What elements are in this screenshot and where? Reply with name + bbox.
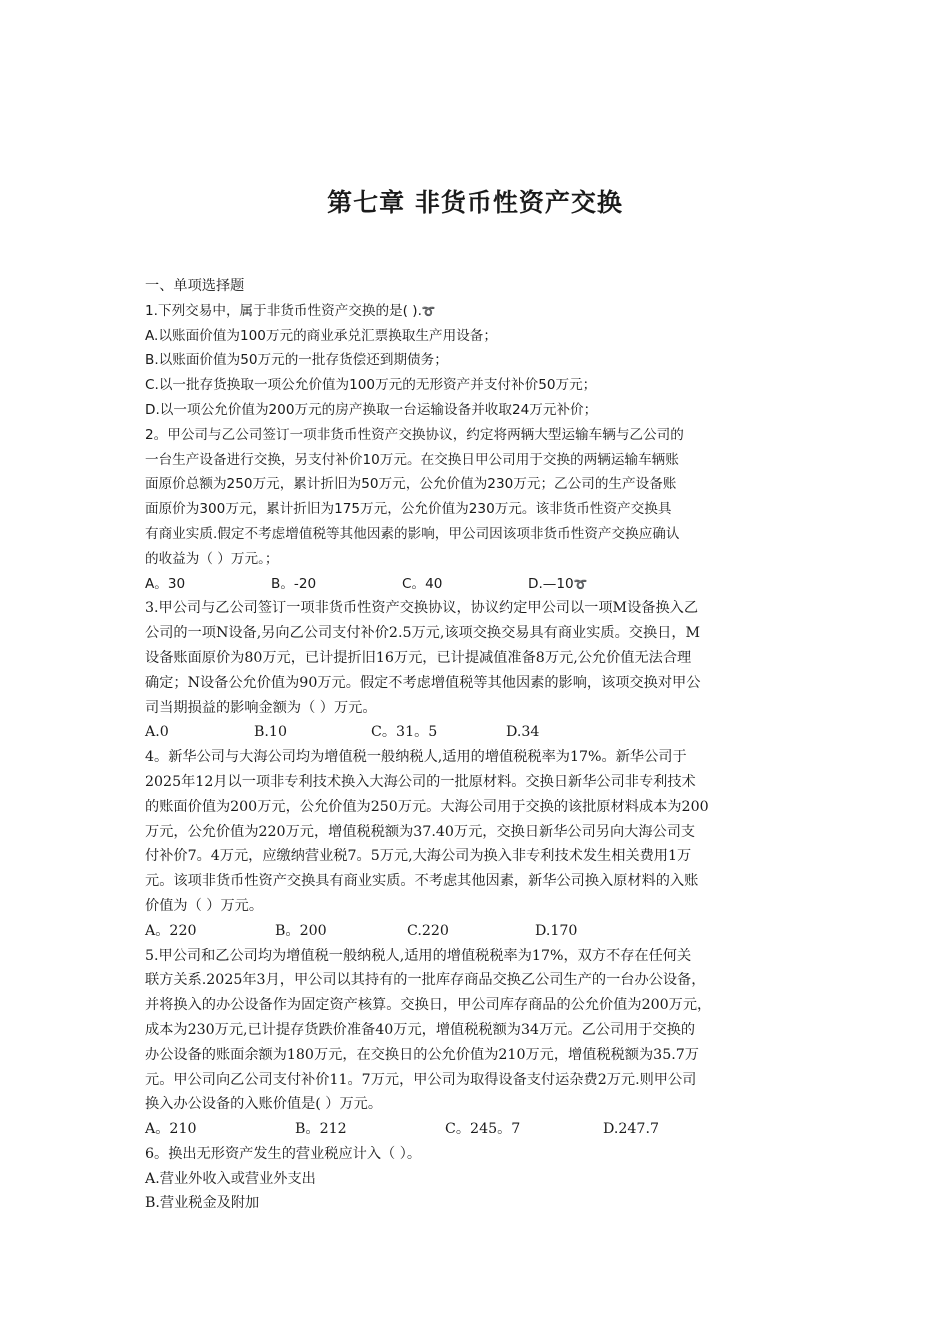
question-4-option-c: C.220 — [407, 922, 449, 939]
question-2-option-d-text: D.—10 — [528, 575, 574, 592]
question-2-line: 有商业实质.假定不考虑增值税等其他因素的影响，甲公司因该项非货币性资产交换应确认 — [145, 525, 680, 542]
document-body — [145, 274, 815, 1216]
question-5-line: 并将换入的办公设备作为固定资产核算。交换日，甲公司库存商品的公允价值为200万元， — [145, 997, 712, 1014]
question-6-stem: 6。换出无形资产发生的营业税应计入（ ）。 — [145, 1145, 422, 1162]
question-4-line: 元。该项非货币性资产交换具有商业实质。不考虑其他因素，新华公司换入原材料的入账 — [145, 873, 699, 890]
edit-mark-icon: ➰ — [421, 304, 436, 318]
question-2-option-c: C。40 — [402, 575, 443, 592]
question-3-line: 设备账面原价为80万元，已计提折旧16万元，已计提减值准备8万元,公允价值无法合理 — [145, 649, 692, 666]
question-2-option-d — [528, 572, 587, 597]
question-2-line: 一台生产设备进行交换，另支付补价10万元。在交换日甲公司用于交换的两辆运输车辆账 — [145, 451, 679, 468]
question-3-option-c: C。31。5 — [371, 724, 438, 741]
question-5-option-b: B。212 — [295, 1121, 347, 1138]
page-title: 第七章 非货币性资产交换 — [327, 188, 623, 217]
question-4-line: 的账面价值为200万元，公允价值为250万元。大海公司用于交换的该批原材料成本为200 — [145, 798, 709, 815]
edit-mark-icon: ➰ — [573, 577, 588, 591]
question-2-line: 面原价总额为250万元，累计折旧为50万元，公允价值为230万元；乙公司的生产设备账 — [145, 476, 677, 493]
question-3-line: 3.甲公司与乙公司签订一项非货币性资产交换协议，协议约定甲公司以一项M设备换入乙 — [145, 600, 699, 617]
question-3-option-d: D.34 — [506, 724, 540, 741]
question-6-option-a: A.营业外收入或营业外支出 — [145, 1170, 316, 1187]
question-1-option-a: A.以账面价值为100万元的商业承兑汇票换取生产用设备； — [145, 327, 497, 344]
question-3-line: 司当期损益的影响金额为（ ）万元。 — [145, 699, 377, 716]
question-1-option-c: C.以一批存货换取一项公允价值为100万元的无形资产并支付补价50万元； — [145, 377, 597, 394]
question-4-line: 付补价7。4万元，应缴纳营业税7。5万元,大海公司为换入非专利技术发生相关费用1万 — [145, 848, 692, 865]
question-4-line: 万元，公允价值为220万元，增值税税额为37.40万元，交换日新华公司另向大海公司支 — [145, 823, 696, 840]
question-2-option-b: B。-20 — [271, 575, 317, 592]
question-2-line: 2。甲公司与乙公司签订一项非货币性资产交换协议，约定将两辆大型运输车辆与乙公司的 — [145, 426, 684, 443]
question-4-line: 价值为（ ）万元。 — [145, 897, 264, 914]
section-heading: 一、单项选择题 — [145, 278, 245, 294]
question-5-line: 联方关系.2025年3月，甲公司以其持有的一批库存商品交换乙公司生产的一台办公设备， — [145, 972, 706, 989]
question-3-options — [145, 720, 815, 745]
question-1-stem — [145, 299, 815, 324]
question-5-line: 元。甲公司向乙公司支付补价11。7万元，甲公司为取得设备支付运杂费2万元.则甲公司 — [145, 1071, 697, 1088]
question-3-line: 确定；N设备公允价值为90万元。假定不考虑增值税等其他因素的影响，该项交换对甲公 — [145, 674, 701, 691]
question-5-option-c: C。245。7 — [445, 1121, 521, 1138]
question-5-line: 成本为230万元,已计提存货跌价准备40万元，增值税税额为34万元。乙公司用于交换的 — [145, 1021, 696, 1038]
question-4-option-a: A。220 — [145, 922, 197, 939]
question-3-option-a: A.0 — [145, 724, 169, 741]
question-2-line: 的收益为（ ）万元。； — [145, 550, 279, 567]
question-4-line: 4。新华公司与大海公司均为增值税一般纳税人,适用的增值税税率为17%。新华公司于 — [145, 749, 687, 766]
question-2-options — [145, 572, 815, 597]
question-4-line: 2025年12月以一项非专利技术换入大海公司的一批原材料。交换日新华公司非专利技术 — [145, 773, 696, 790]
question-1-stem-text: 1.下列交易中，属于非货币性资产交换的是( ). — [145, 302, 422, 319]
question-3-option-b: B.10 — [254, 724, 287, 741]
question-6-option-b: B.营业税金及附加 — [145, 1195, 260, 1212]
question-2-option-a: A。30 — [145, 575, 186, 592]
question-5-option-d: D.247.7 — [603, 1121, 659, 1138]
question-5-line: 换入办公设备的入账价值是( ）万元。 — [145, 1096, 383, 1113]
question-5-option-a: A。210 — [145, 1121, 197, 1138]
question-5-options — [145, 1117, 815, 1142]
question-1-option-b: B.以账面价值为50万元的一批存货偿还到期债务； — [145, 352, 448, 369]
question-5-line: 办公设备的账面余额为180万元，在交换日的公允价值为210万元，增值税税额为35.7万 — [145, 1046, 699, 1063]
question-1-option-d: D.以一项公允价值为200万元的房产换取一台运输设备并收取24万元补价； — [145, 401, 598, 418]
question-3-line: 公司的一项N设备,另向乙公司支付补价2.5万元,该项交换交易具有商业实质。交换日，M — [145, 625, 701, 642]
question-4-options — [145, 919, 815, 944]
question-4-option-b: B。200 — [275, 922, 327, 939]
question-4-option-d: D.170 — [535, 922, 578, 939]
question-5-line: 5.甲公司和乙公司均为增值税一般纳税人,适用的增值税税率为17%，双方不存在任何关 — [145, 947, 692, 964]
question-2-line: 面原价为300万元，累计折旧为175万元，公允价值为230万元。该非货币性资产交换具 — [145, 501, 672, 518]
